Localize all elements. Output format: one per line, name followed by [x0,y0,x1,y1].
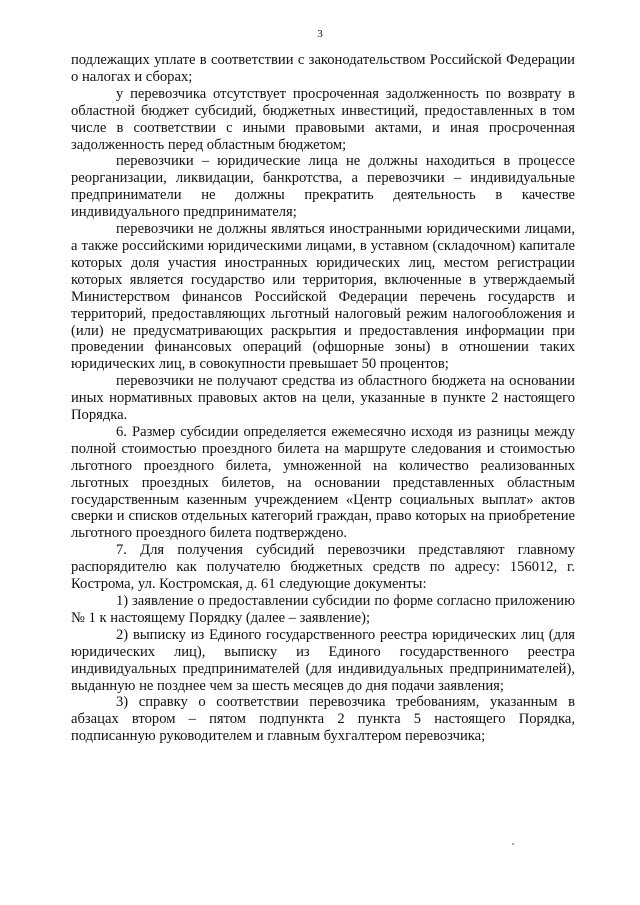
page-number: 3 [317,28,323,40]
paragraph-document-2-registry-extract: 2) выписку из Единого государственного реестра юридических лиц (для юридических лиц), выписку из Единого государственного реестра индивидуальных предпринимателей (для индивидуальных предпринимателей), выданную не позднее чем за шесть месяцев до дня подачи заявления; [71,626,575,694]
paragraph-not-foreign-entity: перевозчики не должны являться иностранными юридическими лицами, а также российскими юридическими лицами, в уставном (складочном) капитале которых доля участия иностранных юридических лиц, местом регистрации которых является государство или территория, включенные в утверждаемый Министерством финансов Российской Федерации перечень государств и территорий, предоставляющих льготный налоговый режим налогообложения и (или) не предусматривающих раскрытия и предоставления информации при проведении финансовых операций (офшорные зоны) в отношении таких юридических лиц, в совокупности превышает 50 процентов; [71,221,575,373]
paragraph-document-3-compliance-certificate: 3) справку о соответствии перевозчика требованиям, указанным в абзацах втором – пятом подпункта 2 пункта 5 настоящего Порядка, подписанную руководителем и главным бухгалтером перевозчика; [71,694,575,745]
paragraph-item-7-documents: 7. Для получения субсидий перевозчики представляют главному распорядителю как получателю бюджетных средств по адресу: 156012, г. Кострома, ул. Костромская, д. 61 следующие документы: [71,542,575,593]
paragraph-no-other-funds: перевозчики не получают средства из областного бюджета на основании иных нормативных правовых актов на цели, указанные в пункте 2 настоящего Порядка. [71,373,575,424]
paragraph-item-6-subsidy-amount: 6. Размер субсидии определяется ежемесячно исходя из разницы между полной стоимостью проездного билета на маршруте следования и стоимостью льготного проездного билета, умноженной на количество реализованных льготных проездных билетов, на основании представленных областным государственным казенным учреждением «Центр социальных выплат» актов сверки и списков отдельных категорий граждан, право которых на приобретение льготного проездного билета подтверждено. [71,423,575,542]
paragraph-no-overdue-debt: у перевозчика отсутствует просроченная задолженность по возврату в областной бюджет субсидий, бюджетных инвестиций, предоставленных в том числе в соответствии с иными правовыми актами, и иная просроченная задолженность перед областным бюджетом; [71,85,575,153]
paragraph-document-1-application: 1) заявление о предоставлении субсидии по форме согласно приложению № 1 к настоящему Порядку (далее – заявление); [71,593,575,626]
paragraph-tax-continuation: подлежащих уплате в соответствии с законодательством Российской Федерации о налогах и сборах; [71,52,575,85]
scan-speck [512,843,514,845]
paragraph-no-reorganization: перевозчики – юридические лица не должны находиться в процессе реорганизации, ликвидации, банкротства, а перевозчики – индивидуальные предприниматели не должны прекратить деятельность в качестве индивидуального предпринимателя; [71,153,575,221]
